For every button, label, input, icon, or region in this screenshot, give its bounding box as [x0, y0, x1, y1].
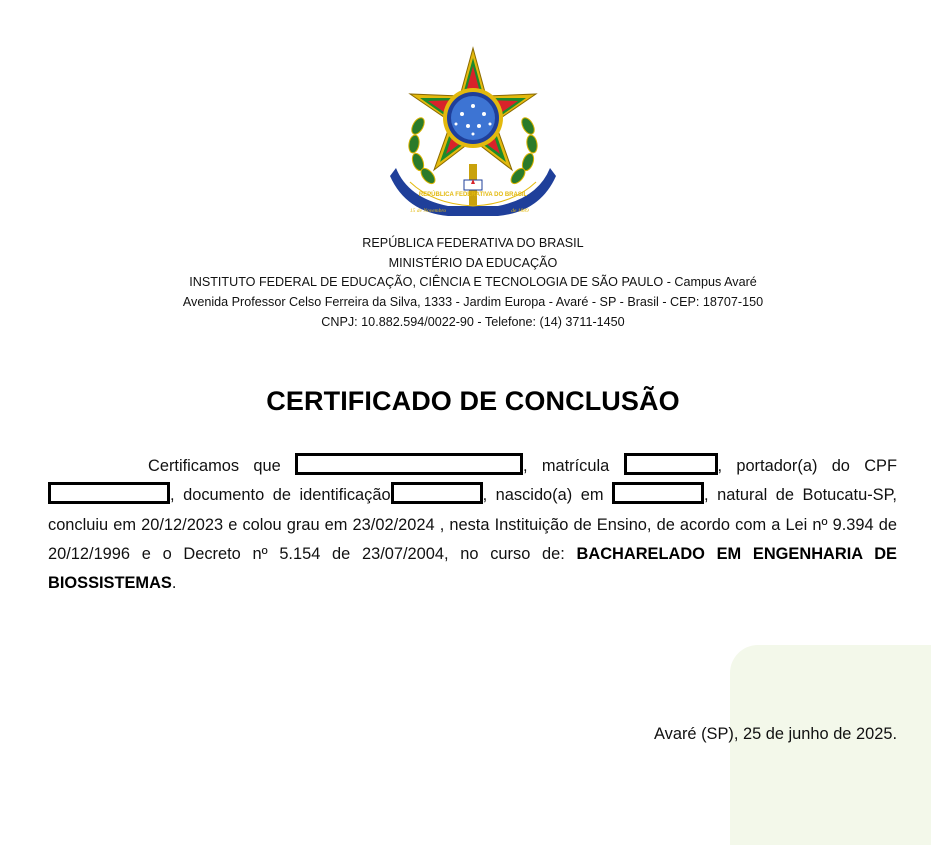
body-text-6: , natural de Botucatu-SP, concluiu em 20/12/2023 e colou grau em 23/02/2024 , nesta Instituição de Ensino, de acordo com a Lei nº 9.394 de 20/12/1996 e o Decreto nº 5.154 de 23/07/2004, no curso de:	[48, 486, 897, 563]
place-date: Avaré (SP), 25 de junho de 2025.	[654, 725, 897, 743]
header-ministry: MINISTÉRIO DA EDUCAÇÃO	[388, 255, 558, 270]
body-text-2: , matrícula	[522, 457, 610, 475]
body-text-4: , documento de identificação	[170, 486, 391, 505]
body-text-3: , portador(a) do CPF	[717, 457, 897, 475]
certificate-title: CERTIFICADO DE CONCLUSÃO	[266, 386, 680, 416]
body-text-5: , nascido(a) em	[482, 486, 604, 505]
course-name: BACHARELADO EM ENGENHARIA DE BIOSSISTEMAS	[48, 544, 897, 593]
seal-ribbon-date-right: de 1889	[511, 208, 529, 214]
redacted-registration	[624, 453, 718, 475]
corner-decoration	[730, 645, 931, 845]
redacted-id-document	[391, 482, 483, 504]
redacted-cpf	[48, 482, 170, 504]
header-address: Avenida Professor Celso Ferreira da Silva, 1333 - Jardim Europa - Avaré - SP - Brasil - CEP: 18707-150	[182, 295, 764, 310]
brazil-coat-of-arms-icon	[388, 46, 558, 218]
seal-ribbon-date-left: 15 de Novembro	[409, 208, 447, 214]
header-republic: REPÚBLICA FEDERATIVA DO BRASIL	[362, 236, 584, 250]
seal-ribbon-text: REPÚBLICA FEDERATIVA DO BRASIL	[418, 192, 528, 198]
body-text-1: Certificamos que	[148, 457, 281, 475]
body-text-end: .	[171, 574, 177, 593]
institution-header	[0, 234, 931, 333]
header-institute: INSTITUTO FEDERAL DE EDUCAÇÃO, CIÊNCIA E TECNOLOGIA DE SÃO PAULO - Campus Avaré	[189, 275, 757, 290]
header-cnpj-phone: CNPJ: 10.882.594/0022-90 - Telefone: (14) 3711-1450	[321, 314, 625, 329]
redacted-name	[295, 453, 523, 475]
redacted-birth-date	[612, 482, 704, 504]
certificate-body	[48, 452, 897, 598]
